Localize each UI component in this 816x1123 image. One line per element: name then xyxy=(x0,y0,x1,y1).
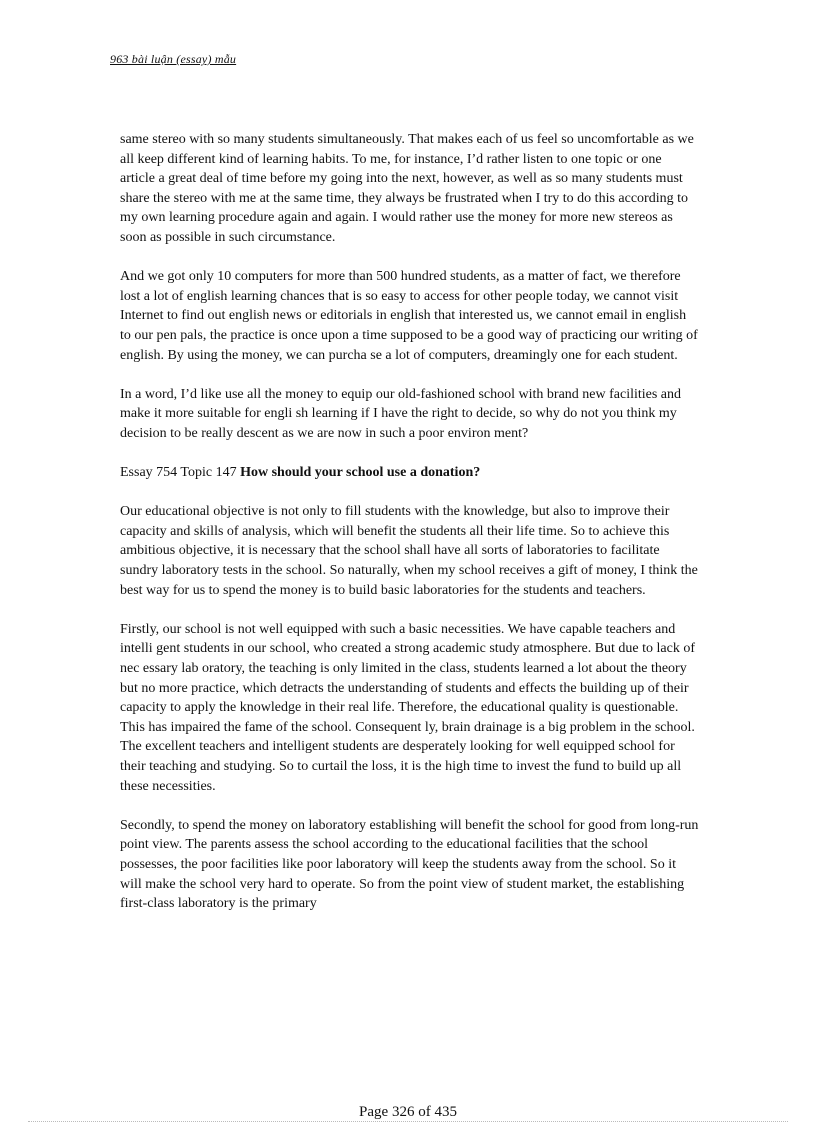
paragraph: Secondly, to spend the money on laboratory establishing will benefit the school for good from long-run point view. The parents assess the school according to the educational facilities that the school possesses, the poor facilities like poor laboratory will keep the students away from the school. So it will make the school very hard to operate. So from the point view of student market, the establishing first-class laboratory is the primary xyxy=(120,817,699,912)
essay-heading xyxy=(120,463,700,483)
paragraph: And we got only 10 computers for more than 500 hundred students, as a matter of fact, we therefore lost a lot of english learning chances that is so easy to access for other people today, we cannot visit Internet to find out english news or editorials in english that interested us, we cannot email in english to our pen pals, the practice is once upon a time supposed to be a good way of practicing our writing of english. By using the money, we can purcha se a lot of computers, dreamingly one for each student. xyxy=(120,269,698,363)
essay-body xyxy=(120,130,700,933)
essay-topic-label: Essay 754 Topic 147 xyxy=(120,465,237,481)
page-number: Page 326 of 435 xyxy=(359,1104,457,1120)
paragraph: Firstly, our school is not well equipped with such a basic necessities. We have capable teachers and intelli gent students in our school, who created a strong academic study atmosphere. But due to lack of nec essary lab oratory, the teaching is only limited in the class, students learned a lot about the theory but no more practice, which detracts the understanding of students and effects the building up of their capacity to apply the knowledge in their real life. Therefore, the educational quality is questionable. This has impaired the fame of the school. Consequent ly, brain drainage is a big problem in the school. The excellent teachers and intelligent students are desperately looking for well equipped school for their teaching and studying. So to curtail the loss, it is the high time to invest the fund to build up all these necessities. xyxy=(120,621,696,794)
paragraph: In a word, I’d like use all the money to equip our old-fashioned school with brand new facilities and make it more suitable for engli sh learning if I have the right to decide, so why do not you think my decision to be really descent as we are now in such a poor environ ment? xyxy=(120,386,682,441)
essay-topic-title: How should your school use a donation? xyxy=(240,465,481,481)
footer-divider xyxy=(28,1121,788,1122)
paragraph: Our educational objective is not only to fill students with the knowledge, but also to improve their capacity and skills of analysis, which will benefit the students all their life time. So to achieve this ambitious objective, it is necessary that the school shall have all sorts of laboratories to facilitate sundry laboratory tests in the school. So naturally, when my school receives a gift of money, I think the best way for us to spend the money is to build basic laboratories for the students and teachers. xyxy=(120,504,698,598)
paragraph: same stereo with so many students simultaneously. That makes each of us feel so uncomfortable as we all keep different kind of learning habits. To me, for instance, I’d rather listen to one topic or one article a great deal of time before my going into the next, however, as well as so many students must share the stereo with me at the same time, they always be frustrated when I try to do this according to my own learning procedure again and again. I would rather use the money for more new stereos as soon as possible in such circumstance. xyxy=(120,132,694,245)
document-header: 963 bài luận (essay) mẫu xyxy=(110,52,237,66)
